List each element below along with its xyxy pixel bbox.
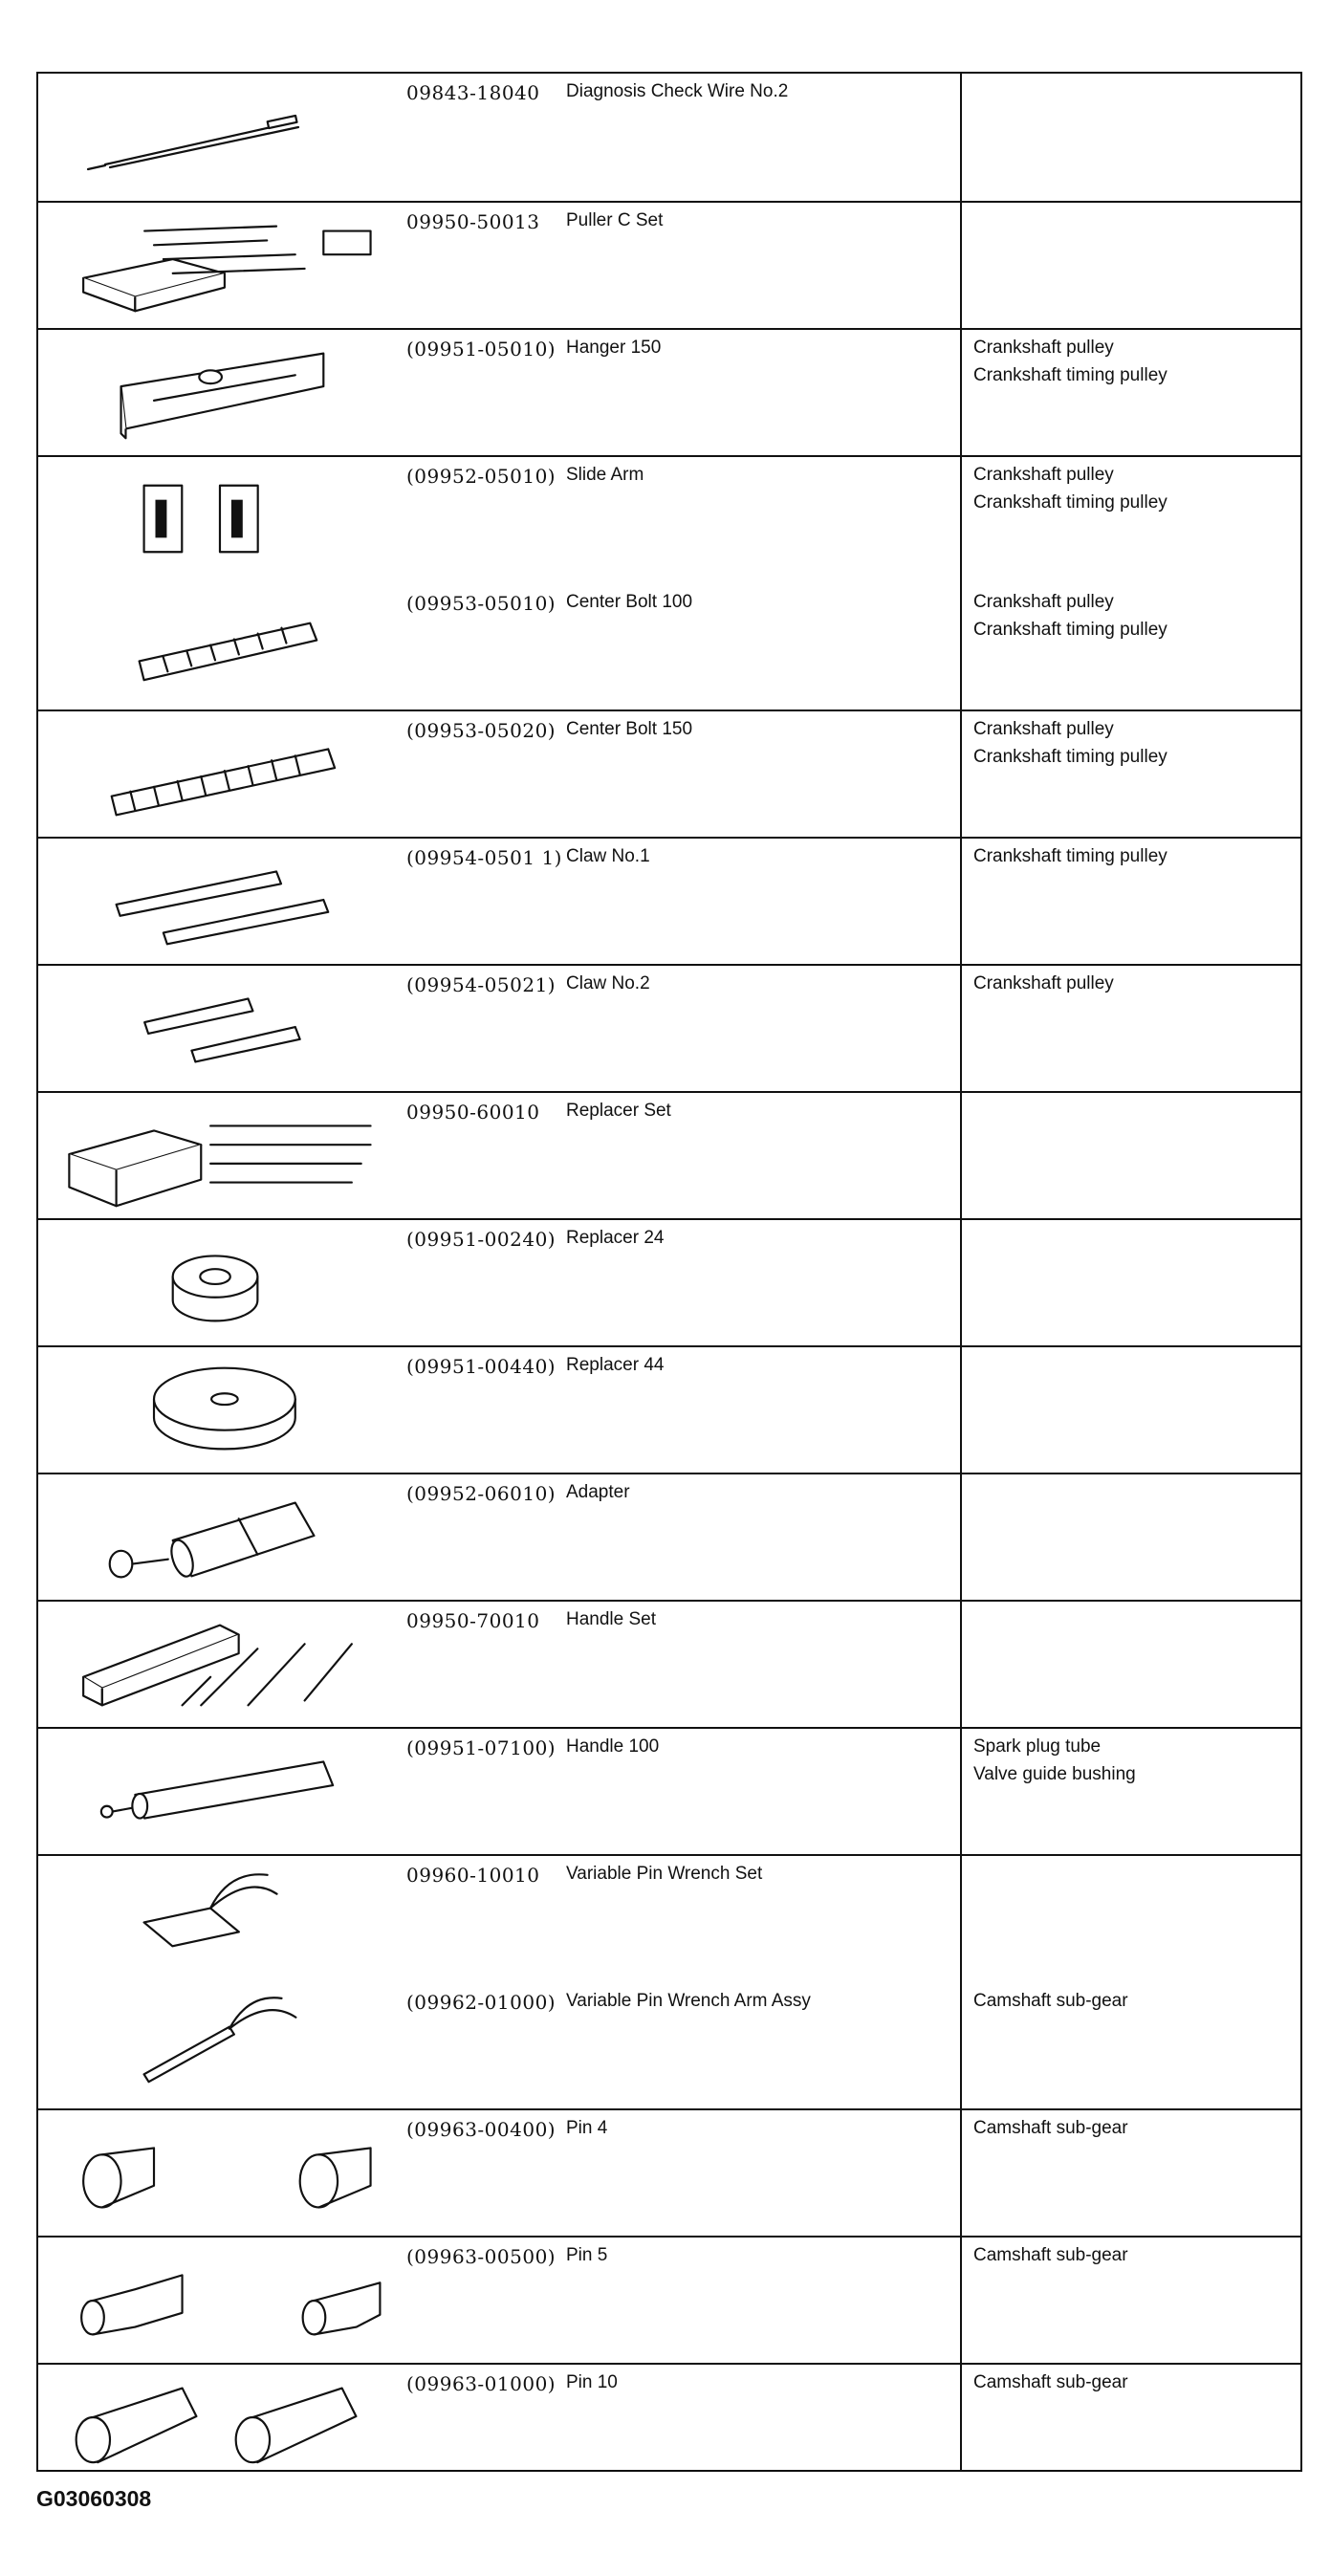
tool-name: Variable Pin Wrench Set [566,1864,763,1884]
table-row [38,1600,1300,1727]
replacer-24-illustration [38,1220,397,1345]
tool-name: Claw No.1 [566,846,650,866]
figure-id: G03060308 [36,2486,152,2511]
table-row [38,328,1300,455]
tool-name: Adapter [566,1482,630,1502]
tool-name: Replacer 24 [566,1228,665,1248]
table-row [38,2236,1300,2363]
adapter-illustration [38,1474,397,1600]
table-row [38,2108,1300,2236]
tool-name: Handle Set [566,1609,657,1629]
table-row [38,709,1300,837]
center-bolt-illustration [38,711,397,837]
part-number: 09843-18040 [406,81,540,104]
pin-wrench-illustration [38,1856,397,2108]
pin-5-illustration [38,2238,397,2363]
usage-notes: Camshaft sub-gear [973,1991,1128,2011]
usage-notes: Camshaft sub-gear [973,2118,1128,2138]
part-number: 09950-60010 [406,1101,540,1124]
slide-arm-illustration [38,457,397,709]
pin-4-illustration [38,2110,397,2236]
part-number: (09953-05010) [406,592,556,615]
table-row [38,1091,1300,1218]
usage-notes: Crankshaft timing pulley [973,846,1167,866]
part-number: (09951-00240) [406,1228,556,1251]
part-number: (09963-00400) [406,2118,556,2141]
handle-set-illustration [38,1602,397,1727]
table-row [38,455,1300,709]
tool-name: Handle 100 [566,1736,660,1757]
tool-name: Pin 4 [566,2118,608,2138]
part-number: (09951-00440) [406,1355,556,1378]
part-number: 09950-50013 [406,210,540,233]
replacer-set-illustration [38,1093,397,1218]
pin-10-illustration [38,2365,397,2472]
usage-notes: Camshaft sub-gear [973,2245,1128,2265]
puller-set-illustration [38,203,397,328]
tool-name: Hanger 150 [566,338,662,358]
table-row [38,201,1300,328]
replacer-44-illustration [38,1347,397,1473]
part-number: (09953-05020) [406,719,556,742]
part-number: (09952-05010) [406,465,556,488]
part-number: (09954-05021) [406,973,556,996]
table-row [38,964,1300,1091]
tool-name: Pin 5 [566,2245,608,2265]
usage-notes: Crankshaft pulley Crankshaft timing pulley [973,719,1167,767]
table-row [38,2363,1300,2472]
table-row [38,1473,1300,1600]
part-number: (09963-01000) [406,2372,556,2395]
hanger-illustration [38,330,397,455]
part-number: (09951-07100) [406,1736,556,1759]
usage-notes: Crankshaft pulley Crankshaft timing pulley [973,465,1167,513]
table-row [38,837,1300,964]
part-number: 09960-10010 [406,1864,540,1887]
part-number: (09951-05010) [406,338,556,360]
table-row [38,74,1300,201]
tool-name: Replacer 44 [566,1355,665,1375]
usage-notes: Crankshaft pulley Crankshaft timing pulley [973,338,1167,385]
usage-notes: Camshaft sub-gear [973,2372,1128,2392]
handle-100-illustration [38,1729,397,1854]
part-number: 09950-70010 [406,1609,540,1632]
sst-table [36,72,1302,2472]
usage-notes: Crankshaft pulley Crankshaft timing pulley [973,592,1167,640]
tool-name: Claw No.2 [566,973,650,993]
part-number: (09963-00500) [406,2245,556,2268]
tool-name: Diagnosis Check Wire No.2 [566,81,789,101]
usage-notes: Spark plug tube Valve guide bushing [973,1736,1136,1784]
usage-notes: Crankshaft pulley [973,973,1114,993]
tool-name: Variable Pin Wrench Arm Assy [566,1991,811,2011]
claw-1-illustration [38,839,397,964]
tool-name: Center Bolt 100 [566,592,693,612]
table-row [38,1727,1300,1854]
tool-name: Replacer Set [566,1101,671,1121]
table-row [38,1345,1300,1473]
part-number: (09962-01000) [406,1991,556,2014]
claw-2-illustration [38,966,397,1091]
tool-name: Puller C Set [566,210,664,230]
table-row [38,1854,1300,2108]
diagnosis-wire-illustration [38,74,397,201]
table-row [38,1218,1300,1345]
tool-name: Pin 10 [566,2372,618,2392]
tool-name: Center Bolt 150 [566,719,693,739]
column-divider [960,74,962,2470]
part-number: (09954-0501 1) [406,846,562,869]
tool-name: Slide Arm [566,465,644,485]
part-number: (09952-06010) [406,1482,556,1505]
